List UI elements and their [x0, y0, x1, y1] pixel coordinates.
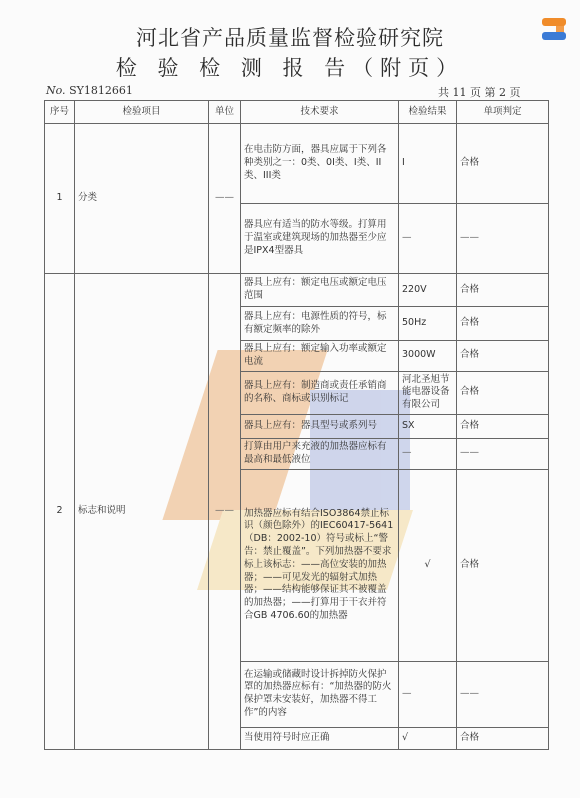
- requirement-cell: 加热器应标有结合ISO3864禁止标识（颜色除外）的IEC60417-5641（DB：2002-10）符号或标上“警告：禁止覆盖”。下列加热器不要求标上该标志：——高位安装的加热器；——可见发光的辐射式加热器；——结构能够保证其不被覆盖的加热器；——打算用于干衣并符合GB 4706.60的加热器: [241, 469, 399, 661]
- report-number: [46, 84, 133, 97]
- requirement-cell: 器具上应有：电源性质的符号，标有额定频率的除外: [241, 307, 399, 341]
- report-no-value: SY1812661: [69, 84, 133, 97]
- requirement-cell: 在运输或储藏时设计拆掉防火保护罩的加热器应标有：“加热器的防火保护罩未安装好，加热器不得工作”的内容: [241, 661, 399, 727]
- verdict-cell: 合格: [457, 124, 549, 204]
- institute-name: 河北省产品质量监督检验研究院: [136, 26, 444, 50]
- inspection-table: [44, 100, 549, 750]
- col-header-seq: 序号: [45, 101, 75, 124]
- table-row: [45, 124, 549, 204]
- unit-cell: ——: [209, 274, 241, 750]
- verdict-cell: 合格: [457, 307, 549, 341]
- result-cell: SX: [399, 415, 457, 439]
- requirement-cell: 在电击防方面，器具应属于下列各种类别之一：0类、0I类、I类、II类、III类: [241, 124, 399, 204]
- result-cell: —: [399, 204, 457, 274]
- requirement-cell: 打算由用户来充液的加热器应标有最高和最低液位: [241, 439, 399, 470]
- col-header-result: 检验结果: [399, 101, 457, 124]
- verdict-cell: 合格: [457, 274, 549, 307]
- verdict-cell: ——: [457, 661, 549, 727]
- verdict-cell: 合格: [457, 415, 549, 439]
- item-cell: 标志和说明: [75, 274, 209, 750]
- col-header-item: 检验项目: [75, 101, 209, 124]
- requirement-cell: 器具上应有：器具型号或系列号: [241, 415, 399, 439]
- verdict-cell: 合格: [457, 341, 549, 372]
- verdict-cell: ——: [457, 204, 549, 274]
- requirement-cell: 当使用符号时应正确: [241, 727, 399, 749]
- result-cell: —: [399, 661, 457, 727]
- col-header-verdict: 单项判定: [457, 101, 549, 124]
- requirement-cell: 器具应有适当的防水等级。打算用于温室或建筑现场的加热器至少应是IPX4型器具: [241, 204, 399, 274]
- result-cell: 3000W: [399, 341, 457, 372]
- result-cell: √: [399, 727, 457, 749]
- verdict-cell: 合格: [457, 469, 549, 661]
- col-header-unit: 单位: [209, 101, 241, 124]
- item-cell: 分类: [75, 124, 209, 274]
- table-header-row: [45, 101, 549, 124]
- report-no-label: No.: [46, 84, 66, 97]
- report-title: 检 验 检 测 报 告（附页）: [115, 56, 465, 80]
- result-cell: I: [399, 124, 457, 204]
- requirement-cell: 器具上应有：额定输入功率或额定电流: [241, 341, 399, 372]
- result-cell: —: [399, 439, 457, 470]
- requirement-cell: 器具上应有：制造商或责任承销商的名称、商标或识别标记: [241, 371, 399, 414]
- unit-cell: ——: [209, 124, 241, 274]
- result-cell: √: [399, 469, 457, 661]
- verdict-cell: 合格: [457, 371, 549, 414]
- table-row: [45, 274, 549, 307]
- result-cell: 50Hz: [399, 307, 457, 341]
- result-cell: 220V: [399, 274, 457, 307]
- result-cell: 河北圣旭节能电器设备有限公司: [399, 371, 457, 414]
- verdict-cell: ——: [457, 439, 549, 470]
- verdict-cell: 合格: [457, 727, 549, 749]
- col-header-requirement: 技术要求: [241, 101, 399, 124]
- page-counter: 共 11 页 第 2 页: [438, 86, 521, 99]
- seq-cell: 1: [45, 124, 75, 274]
- seq-cell: 2: [45, 274, 75, 750]
- requirement-cell: 器具上应有：额定电压或额定电压范围: [241, 274, 399, 307]
